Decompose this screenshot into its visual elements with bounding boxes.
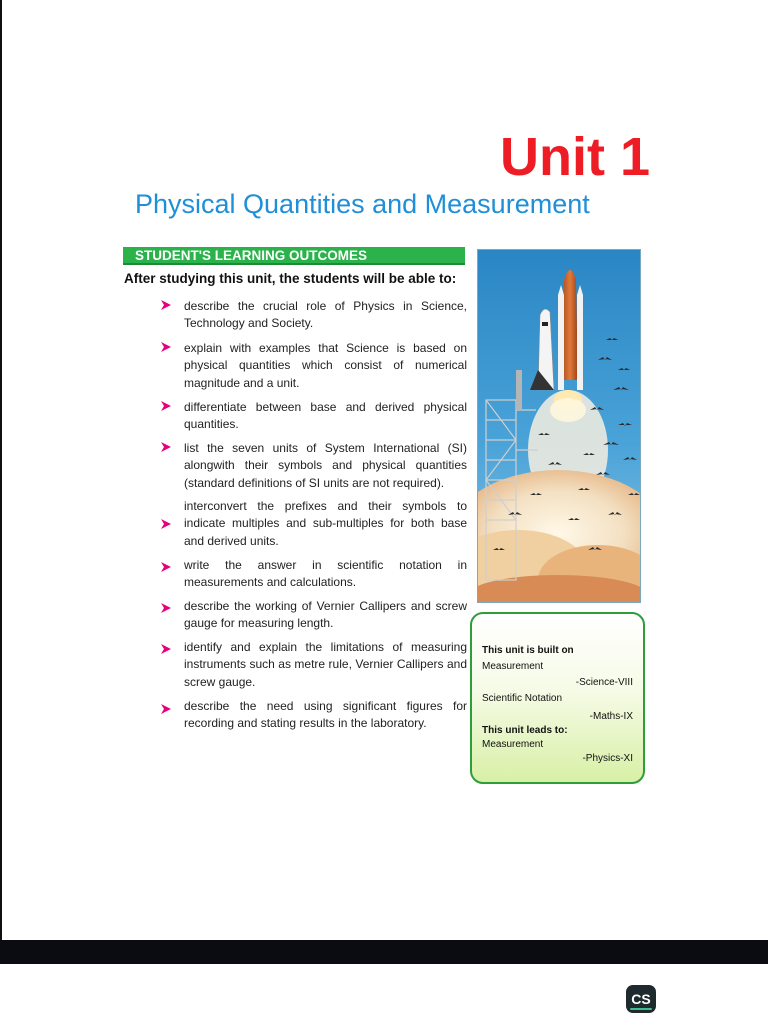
leads-to-heading: This unit leads to:	[482, 725, 568, 736]
outcome-text: identify and explain the limitations of measuring instruments such as metre rule, Vernier Callipers and screw gauge.	[184, 640, 467, 689]
outcome-text: differentiate between base and derived physical quantities.	[184, 400, 467, 432]
pink-arrowhead-bullet-icon	[160, 341, 172, 353]
prerequisites-box	[470, 612, 645, 784]
built-on-topic: Scientific Notation	[482, 693, 563, 704]
pink-arrowhead-bullet-icon	[160, 518, 172, 530]
built-on-heading: This unit is built on	[482, 645, 574, 656]
space-shuttle-launch-photo	[477, 249, 641, 603]
outcome-text: describe the crucial role of Physics in Science, Technology and Society.	[184, 299, 467, 331]
unit-subtitle: Physical Quantities and Measurement	[135, 189, 590, 219]
pink-arrowhead-bullet-icon	[160, 299, 172, 311]
built-on-source: -Maths-IX	[589, 711, 633, 722]
built-on-topic: Measurement	[482, 661, 544, 672]
logo-label: CS	[631, 991, 651, 1007]
leads-to-topic: Measurement	[482, 739, 544, 750]
pink-arrowhead-bullet-icon	[160, 602, 172, 614]
outcome-text: explain with examples that Science is based on physical quantities which consist of numerical magnitude and a unit.	[184, 341, 467, 390]
pink-arrowhead-bullet-icon	[160, 400, 172, 412]
built-on-source: -Science-VIII	[575, 677, 633, 688]
outcome-text: list the seven units of System International (SI) alongwith their symbols and physical quantities (standard definitions of SI units are not required).	[184, 441, 467, 490]
leads-to-source: -Physics-XI	[582, 753, 633, 764]
pink-arrowhead-bullet-icon	[160, 561, 172, 573]
learning-outcomes-intro: After studying this unit, the students will be able to:	[124, 271, 457, 286]
camscanner-logo-icon	[626, 985, 656, 1013]
outcome-text: describe the need using significant figures for recording and stating results in the laboratory.	[184, 699, 467, 731]
page-left-border	[0, 0, 2, 940]
learning-outcomes-banner: STUDENT'S LEARNING OUTCOMES	[123, 247, 465, 265]
outcome-text: describe the working of Vernier Callipers and screw gauge for measuring length.	[184, 599, 467, 631]
unit-title: Unit 1	[499, 127, 650, 187]
pink-arrowhead-bullet-icon	[160, 643, 172, 655]
pink-arrowhead-bullet-icon	[160, 703, 172, 715]
outcome-text: write the answer in scientific notation in measurements and calculations.	[184, 558, 467, 590]
outcome-text: interconvert the prefixes and their symbols to indicate multiples and sub-multiples for both base and derived units.	[184, 499, 467, 548]
bottom-bar	[0, 940, 768, 964]
pink-arrowhead-bullet-icon	[160, 441, 172, 453]
